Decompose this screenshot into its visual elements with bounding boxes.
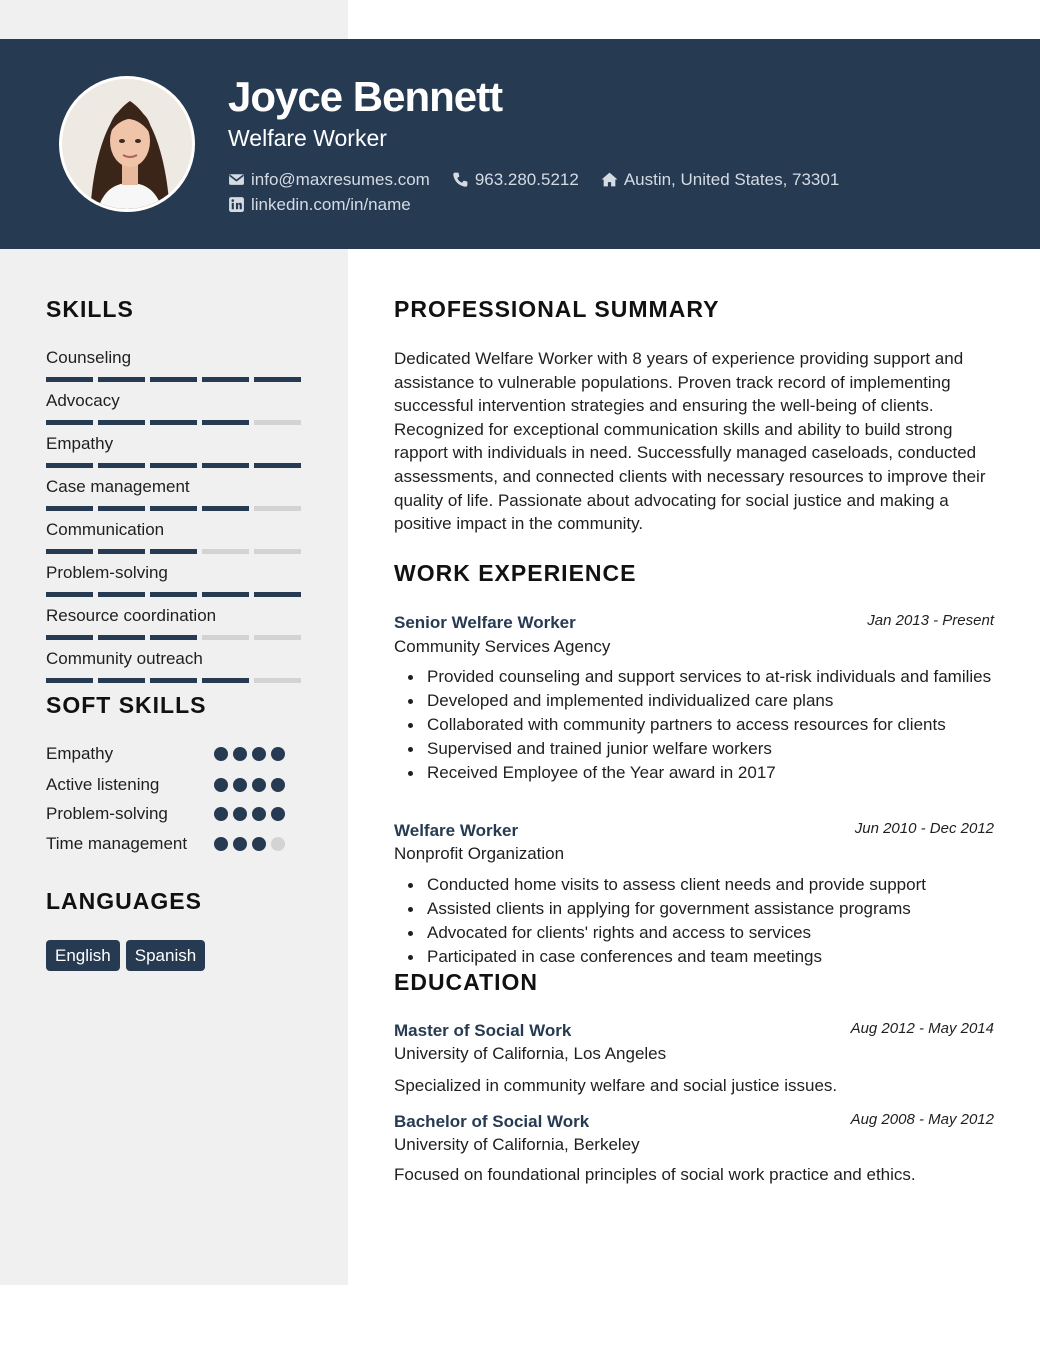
skill-level-segment — [46, 592, 93, 597]
skill-item — [46, 433, 302, 476]
skill-level-segment — [98, 678, 145, 683]
soft-skills-list — [46, 742, 306, 856]
school-name: University of California, Los Angeles — [394, 1044, 667, 1063]
skill-level-bar — [46, 377, 302, 382]
soft-skill-item — [46, 773, 306, 797]
skill-level-bar — [46, 463, 302, 468]
skill-level-segment — [46, 678, 93, 683]
job-organization: Nonprofit Organization — [394, 844, 565, 863]
school-name: University of California, Berkeley — [394, 1135, 640, 1154]
soft-skill-rating — [214, 747, 285, 761]
rating-dot — [252, 807, 266, 821]
list-item: Received Employee of the Year award in 2017 — [394, 761, 994, 785]
skill-item — [46, 605, 302, 648]
skill-level-segment — [98, 592, 145, 597]
list-item: Participated in case conferences and team meetings — [394, 945, 994, 969]
soft-skill-item — [46, 832, 306, 856]
skill-level-segment — [202, 549, 249, 554]
rating-dot — [233, 778, 247, 792]
skill-name: Advocacy — [46, 391, 120, 410]
skill-name: Communication — [46, 520, 165, 539]
rating-dot — [214, 778, 228, 792]
degree-dates: Aug 2008 - May 2012 — [850, 1111, 994, 1128]
summary-text: Dedicated Welfare Worker with 8 years of experience providing support and assistance to vulnerable populations. Proven track record of implementing successful intervention strategies and ensuring the well-being of clients. Recognized for exceptional communication skills and ability to build strong rapport with individuals in need. Successfully managed caseloads, conducted assessments, and connected clients with necessary resources to improve their quality of life. Passionate about advocating for social justice and making a positive impact in the community. — [394, 349, 986, 534]
rating-dot — [214, 837, 228, 851]
phone-text: 963.280.5212 — [474, 169, 579, 189]
rating-dot — [252, 747, 266, 761]
skill-level-segment — [254, 463, 301, 468]
degree-description: Specialized in community welfare and social justice issues. — [394, 1076, 838, 1095]
job-title: Welfare Worker — [394, 821, 519, 840]
skill-level-bar — [46, 506, 302, 511]
skill-level-bar — [46, 420, 302, 425]
skill-name: Case management — [46, 477, 190, 496]
linkedin-icon — [228, 196, 245, 213]
contact-location — [601, 170, 839, 190]
contact-linkedin[interactable] — [228, 195, 411, 215]
list-item: Supervised and trained junior welfare workers — [394, 737, 994, 761]
skill-level-segment — [150, 678, 197, 683]
skill-level-segment — [254, 377, 301, 382]
list-item: Conducted home visits to assess client needs and provide support — [394, 873, 994, 897]
skill-item — [46, 519, 302, 562]
soft-skill-name: Problem-solving — [46, 804, 168, 823]
skill-name: Community outreach — [46, 649, 203, 668]
skill-name: Resource coordination — [46, 606, 217, 625]
linkedin-text: linkedin.com/in/name — [251, 194, 411, 214]
soft-skill-name: Active listening — [46, 775, 160, 794]
contact-phone[interactable] — [452, 170, 579, 190]
degree-title: Bachelor of Social Work — [394, 1112, 590, 1131]
resume-header — [0, 39, 1040, 249]
list-item: Collaborated with community partners to access resources for clients — [394, 713, 994, 737]
home-icon — [601, 171, 618, 188]
job-dates: Jun 2010 - Dec 2012 — [854, 820, 994, 837]
skill-item — [46, 476, 302, 519]
skill-level-segment — [46, 549, 93, 554]
skill-item — [46, 390, 302, 433]
skill-level-bar — [46, 678, 302, 683]
email-text: info@maxresumes.com — [251, 169, 430, 189]
location-text: Austin, United States, 73301 — [623, 169, 840, 189]
summary-heading: PROFESSIONAL SUMMARY — [394, 296, 720, 322]
skill-level-segment — [98, 377, 145, 382]
list-item: Assisted clients in applying for government assistance programs — [394, 897, 994, 921]
job-dates: Jan 2013 - Present — [867, 612, 994, 629]
rating-dot — [271, 837, 285, 851]
skill-level-segment — [98, 635, 145, 640]
skills-list — [46, 347, 302, 691]
skill-name: Empathy — [46, 434, 114, 453]
skill-name: Problem-solving — [46, 563, 168, 582]
soft-skill-rating — [214, 837, 285, 851]
rating-dot — [214, 807, 228, 821]
soft-skill-name: Time management — [46, 834, 188, 853]
contact-email[interactable] — [228, 170, 430, 190]
skill-level-segment — [254, 420, 301, 425]
skill-level-segment — [202, 678, 249, 683]
soft-skills-heading: SOFT SKILLS — [46, 692, 207, 718]
languages-heading: LANGUAGES — [46, 888, 202, 914]
skill-item — [46, 347, 302, 390]
avatar — [59, 76, 195, 212]
soft-skill-name: Empathy — [46, 744, 114, 763]
skill-level-bar — [46, 549, 302, 554]
skill-level-segment — [254, 506, 301, 511]
skill-level-segment — [202, 420, 249, 425]
job-bullets — [394, 665, 994, 785]
skill-level-segment — [150, 506, 197, 511]
list-item: Developed and implemented individualized care plans — [394, 689, 994, 713]
rating-dot — [271, 807, 285, 821]
rating-dot — [252, 778, 266, 792]
skill-level-segment — [202, 463, 249, 468]
language-badge: English — [46, 940, 120, 971]
skill-level-segment — [202, 592, 249, 597]
skill-level-bar — [46, 635, 302, 640]
education-heading: EDUCATION — [394, 969, 539, 995]
skill-level-bar — [46, 592, 302, 597]
skill-level-segment — [150, 463, 197, 468]
rating-dot — [271, 747, 285, 761]
skill-level-segment — [98, 420, 145, 425]
rating-dot — [233, 747, 247, 761]
rating-dot — [252, 837, 266, 851]
skill-level-segment — [150, 635, 197, 640]
skill-level-segment — [46, 420, 93, 425]
rating-dot — [214, 747, 228, 761]
skill-level-segment — [202, 635, 249, 640]
candidate-title: Welfare Worker — [228, 125, 387, 151]
skill-level-segment — [46, 506, 93, 511]
contact-info — [228, 167, 1008, 217]
phone-icon — [452, 171, 469, 188]
experience-heading: WORK EXPERIENCE — [394, 560, 637, 586]
soft-skill-item — [46, 802, 306, 826]
profile-photo-icon — [62, 79, 195, 212]
degree-description: Focused on foundational principles of social work practice and ethics. — [394, 1165, 916, 1184]
candidate-name: Joyce Bennett — [228, 73, 503, 120]
skill-item — [46, 562, 302, 605]
soft-skill-rating — [214, 807, 285, 821]
skill-level-segment — [150, 592, 197, 597]
rating-dot — [271, 778, 285, 792]
skill-level-segment — [254, 678, 301, 683]
skill-level-segment — [98, 506, 145, 511]
degree-dates: Aug 2012 - May 2014 — [850, 1020, 994, 1037]
skills-heading: SKILLS — [46, 296, 134, 322]
skill-level-segment — [98, 549, 145, 554]
language-badge: Spanish — [126, 940, 205, 971]
list-item: Advocated for clients' rights and access to services — [394, 921, 994, 945]
skill-level-segment — [150, 420, 197, 425]
list-item: Provided counseling and support services to at-risk individuals and families — [394, 665, 994, 689]
soft-skill-item — [46, 742, 306, 766]
skill-name: Counseling — [46, 348, 132, 367]
degree-title: Master of Social Work — [394, 1021, 572, 1040]
skill-level-segment — [202, 377, 249, 382]
skill-level-segment — [46, 463, 93, 468]
skill-level-segment — [254, 592, 301, 597]
soft-skill-rating — [214, 778, 285, 792]
skill-level-segment — [150, 377, 197, 382]
envelope-icon — [228, 171, 245, 188]
skill-level-segment — [202, 506, 249, 511]
job-organization: Community Services Agency — [394, 637, 611, 656]
skill-item — [46, 648, 302, 691]
skill-level-segment — [98, 463, 145, 468]
job-bullets — [394, 873, 994, 969]
skill-level-segment — [254, 635, 301, 640]
languages-list — [46, 940, 205, 971]
skill-level-segment — [46, 377, 93, 382]
skill-level-segment — [254, 549, 301, 554]
skill-level-segment — [46, 635, 93, 640]
rating-dot — [233, 807, 247, 821]
job-title: Senior Welfare Worker — [394, 613, 576, 632]
skill-level-segment — [150, 549, 197, 554]
rating-dot — [233, 837, 247, 851]
